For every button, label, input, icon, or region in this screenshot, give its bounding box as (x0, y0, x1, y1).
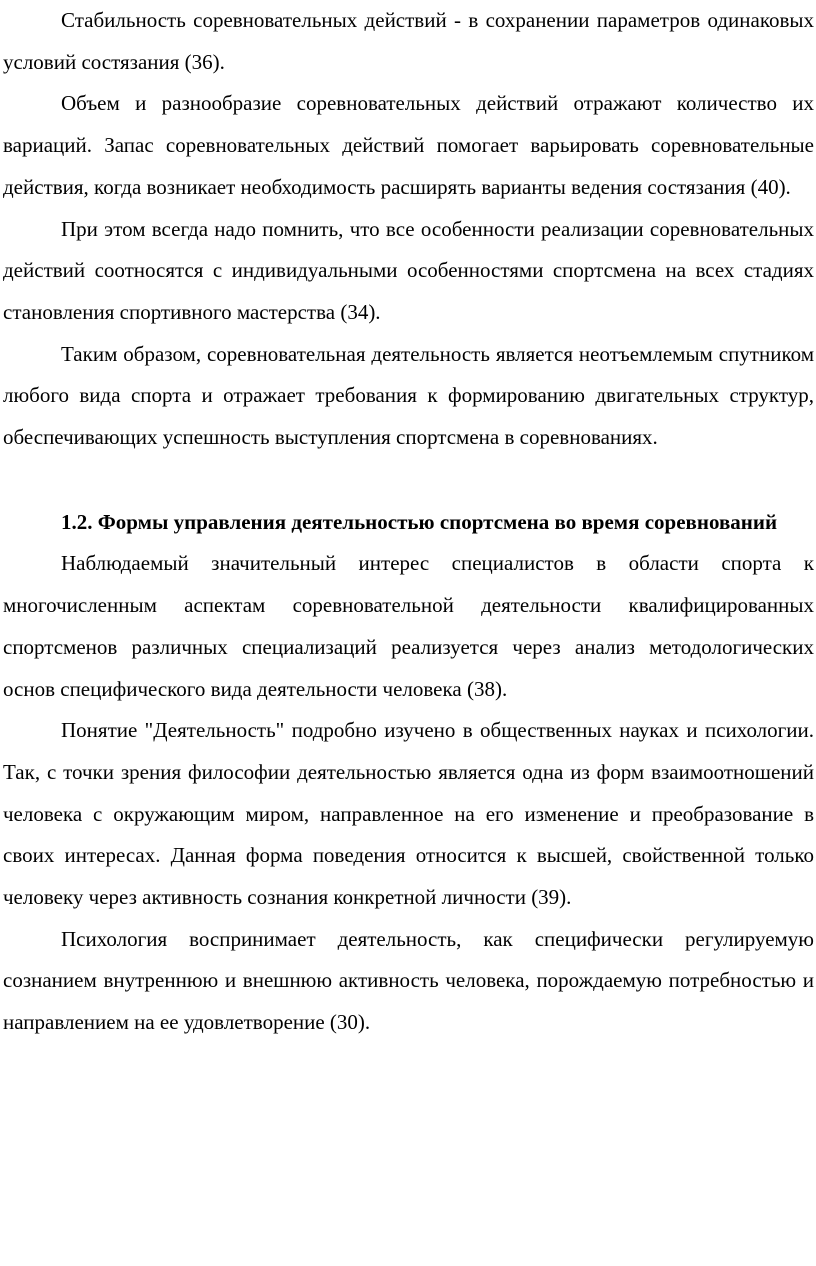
paragraph-activity-concept: Понятие "Деятельность" подробно изучено в общественных науках и психологии. Так, с точки зрения философии деятельностью является одна из форм взаимоотношений человека с окружающим миром, направленное на его изменение и преобразование в своих интересах. Данная форма поведения относится к высшей, свойственной только человеку через активность сознания конкретной личности (39). (3, 718, 814, 910)
paragraph-conclusion: Таким образом, соревновательная деятельность является неотъемлемым спутником любого вида спорта и отражает требования к формированию двигательных структур, обеспечивающих успешность выступления спортсмена в соревнованиях. (3, 341, 814, 450)
paragraph-volume-variety: Объем и разнообразие соревновательных действий отражают количество их вариаций. Запас соревновательных действий помогает варьировать соревновательные действия, когда возникает необходимость расширять варианты ведения состязания (40). (3, 91, 814, 199)
paragraph-stability: Стабильность соревновательных действий - в сохранении параметров одинаковых условий состязания (36). (3, 8, 814, 74)
paragraph-psychology: Психология воспринимает деятельность, как специфически регулируемую сознанием внутреннюю и внешнюю активность человека, порождаемую потребностью и направлением на ее удовлетворение (30). (3, 926, 814, 1035)
section-heading: 1.2. Формы управления деятельностью спортсмена во время соревнований (61, 509, 778, 534)
paragraph-interest: Наблюдаемый значительный интерес специалистов в области спорта к многочисленным аспектам соревновательной деятельности квалифицированных спортсменов различных специализаций реализуется через анализ методологических основ специфического вида деятельности человека (38). (3, 551, 814, 701)
paragraph-individual-features: При этом всегда надо помнить, что все особенности реализации соревновательных действий соотносятся с индивидуальными особенностями спортсмена на всех стадиях становления спортивного мастерства (34). (3, 216, 814, 324)
